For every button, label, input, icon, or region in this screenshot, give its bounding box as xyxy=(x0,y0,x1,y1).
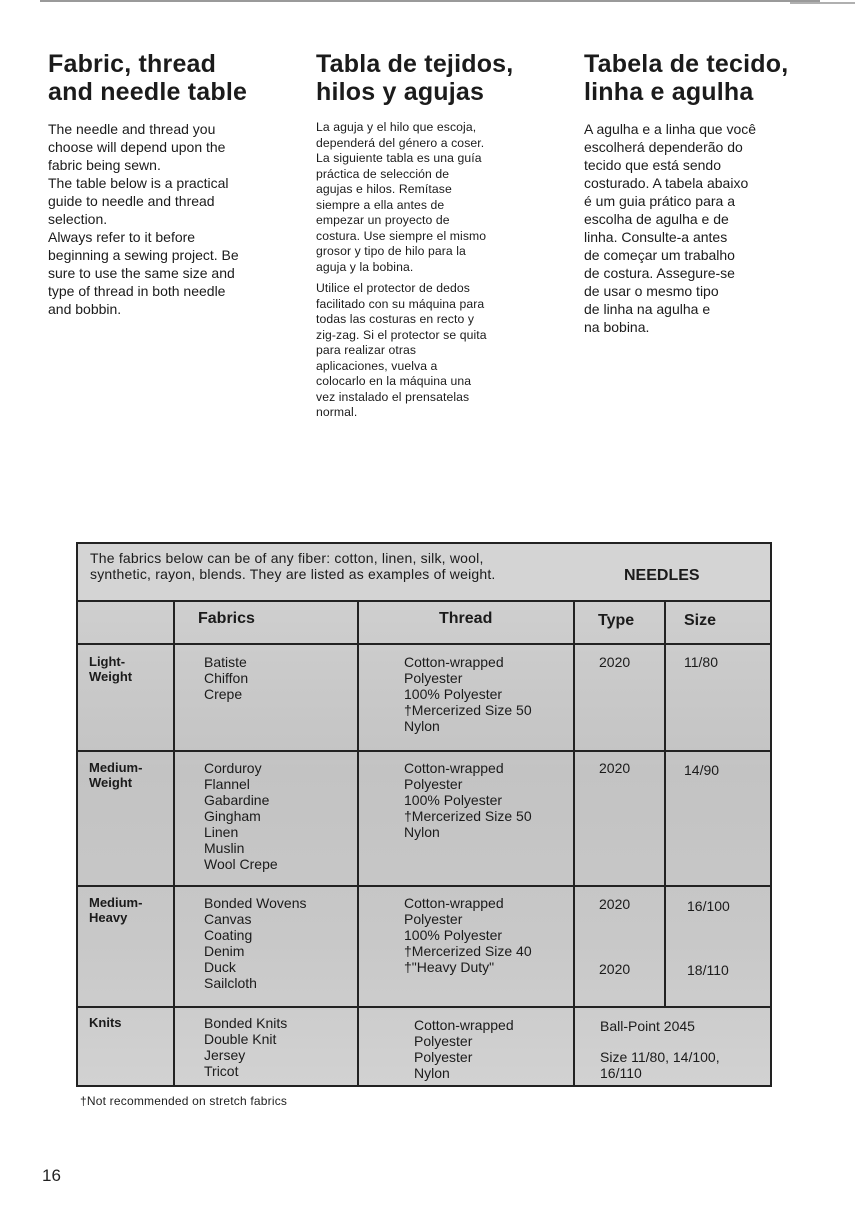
table-border-bottom xyxy=(76,1085,772,1087)
table-rule-row3 xyxy=(76,1006,772,1008)
fabric-thread-needle-table xyxy=(76,542,772,1087)
needle-size-light-weight: 11/80 xyxy=(684,654,718,670)
header-type: Type xyxy=(598,612,635,629)
page-number: 16 xyxy=(42,1166,61,1185)
thread-knits: Cotton-wrapped Polyester Polyester Nylon xyxy=(414,1017,514,1081)
fabrics-light-weight: Batiste Chiffon Crepe xyxy=(204,654,249,702)
portuguese-column xyxy=(584,50,814,336)
portuguese-body: A agulha e a linha que você escolherá dependerão do tecido que está sendo costurado. A tabela abaixo é um guia prático para a escolha de agulha e de linha. Consulte-a antes de começar um trabalho de costura. Assegure-se de usar o mesmo tipo de linha na agulha e na bobina. xyxy=(584,121,757,335)
top-rule xyxy=(40,0,820,2)
thread-medium-heavy: Cotton-wrapped Polyester 100% Polyester †Mercerized Size 40 †"Heavy Duty" xyxy=(404,895,532,975)
header-fabrics: Fabrics xyxy=(198,610,255,627)
spanish-body-paragraph-1: La aguja y el hilo que escoja, dependerá del género a coser. La siguiente tabla es una guía práctica de selección de agujas e hilos. Remítase siempre a ella antes de empezar un proyecto de costura. Use siempre el mismo grosor y tipo de hilo para la aguja y la bobina. xyxy=(316,120,487,274)
english-title: Fabric, thread and needle table xyxy=(48,50,248,106)
top-rule-right xyxy=(790,2,855,4)
needle-type-medium-heavy-2: 2020 xyxy=(599,961,631,977)
table-rule-row2 xyxy=(76,885,772,887)
thread-medium-weight: Cotton-wrapped Polyester 100% Polyester †Mercerized Size 50 Nylon xyxy=(404,760,532,840)
needle-knits-type: Ball-Point 2045 xyxy=(600,1018,695,1034)
spanish-body-paragraph-2: Utilice el protector de dedos facilitado con su máquina para todas las costuras en recto y zig-zag. Si el protector se quita para realizar otras aplicaciones, vuelva a colocarlo en la máquina una vez instalado el prensatelas normal. xyxy=(316,281,487,419)
table-rule-intro xyxy=(76,600,772,602)
category-light-weight: Light- Weight xyxy=(89,654,133,684)
category-medium-weight: Medium- Weight xyxy=(89,760,143,790)
footnote: †Not recommended on stretch fabrics xyxy=(80,1094,288,1108)
needle-size-medium-heavy-2: 18/110 xyxy=(687,962,729,978)
table-col-size xyxy=(664,600,666,1006)
spanish-column xyxy=(316,50,546,421)
table-rule-header xyxy=(76,643,772,645)
portuguese-title: Tabela de tecido, linha e agulha xyxy=(584,50,789,106)
english-column xyxy=(48,50,273,318)
needle-size-medium-weight: 14/90 xyxy=(684,762,720,778)
fabrics-knits: Bonded Knits Double Knit Jersey Tricot xyxy=(204,1015,288,1079)
table-col-fabrics xyxy=(173,600,175,1087)
needle-type-medium-heavy-1: 2020 xyxy=(599,896,631,912)
table-col-thread xyxy=(357,600,359,1087)
table-col-type xyxy=(573,600,575,1087)
header-size: Size xyxy=(684,612,717,629)
table-border-top xyxy=(76,542,772,544)
table-intro: The fabrics below can be of any fiber: cotton, linen, silk, wool, synthetic, rayon, blends. They are listed as examples of weight. xyxy=(90,550,496,582)
needle-size-medium-heavy-1: 16/100 xyxy=(687,898,730,914)
needles-header: NEEDLES xyxy=(624,567,700,584)
fabrics-medium-weight: Corduroy Flannel Gabardine Gingham Linen Muslin Wool Crepe xyxy=(204,760,278,872)
table-border-left xyxy=(76,542,78,1087)
thread-light-weight: Cotton-wrapped Polyester 100% Polyester †Mercerized Size 50 Nylon xyxy=(404,654,532,734)
english-body: The needle and thread you choose will depend upon the fabric being sewn. The table below is a practical guide to needle and thread selection. Always refer to it before beginning a sewing project. Be sure to use the same size and type of thread in both needle and bobbin. xyxy=(48,121,239,317)
needle-type-light-weight: 2020 xyxy=(599,654,631,670)
spanish-title: Tabla de tejidos, hilos y agujas xyxy=(316,50,514,106)
fabrics-medium-heavy: Bonded Wovens Canvas Coating Denim Duck Sailcloth xyxy=(204,895,307,991)
table-rule-row1 xyxy=(76,750,772,752)
table-border-right xyxy=(770,542,772,1087)
header-thread: Thread xyxy=(439,610,493,627)
category-knits: Knits xyxy=(89,1015,122,1030)
needle-knits-sizes: Size 11/80, 14/100, 16/110 xyxy=(600,1049,720,1081)
needle-type-medium-weight: 2020 xyxy=(599,760,631,776)
category-medium-heavy: Medium- Heavy xyxy=(89,895,143,925)
